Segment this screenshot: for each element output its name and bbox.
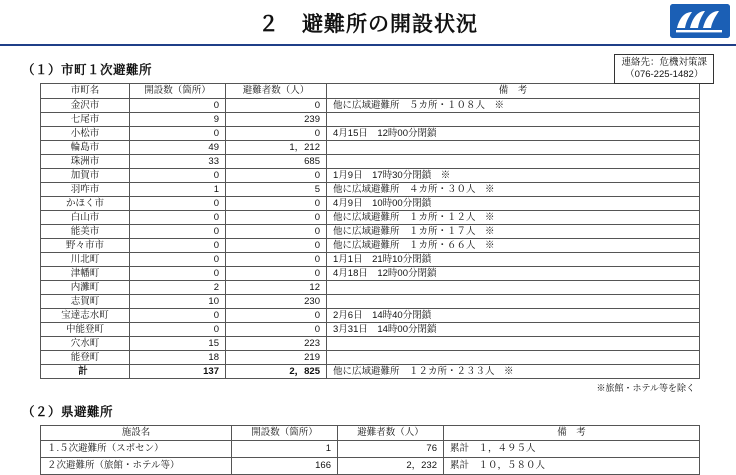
cell-note <box>327 155 700 169</box>
prefectural-shelters-table <box>40 425 700 475</box>
cell-municipality: 穴水町 <box>41 337 130 351</box>
cell-municipality: 加賀市 <box>41 169 130 183</box>
cell-note <box>327 113 700 127</box>
table-row <box>41 281 700 295</box>
cell-open: 0 <box>130 225 226 239</box>
cell-note: 他に広域避難所 １カ所・６６人 ※ <box>327 239 700 253</box>
table-row <box>41 225 700 239</box>
cell-evac: 0 <box>226 169 327 183</box>
cell-evac: 2，232 <box>338 458 444 475</box>
cell-note: 4月18日 12時00分閉鎖 <box>327 267 700 281</box>
cell-open: 49 <box>130 141 226 155</box>
cell-open: 10 <box>130 295 226 309</box>
cell-municipality: 野々市市 <box>41 239 130 253</box>
cell-municipality: 七尾市 <box>41 113 130 127</box>
table-row <box>41 351 700 365</box>
table-row <box>41 113 700 127</box>
cell-open: 0 <box>130 169 226 183</box>
cell-note <box>327 295 700 309</box>
table-row <box>41 295 700 309</box>
ishikawa-prefecture-logo-icon <box>670 4 730 38</box>
cell-open: 15 <box>130 337 226 351</box>
cell-facility: １.５次避難所（スポセン） <box>41 441 232 458</box>
cell-municipality: 小松市 <box>41 127 130 141</box>
col-facility: 施設名 <box>41 426 232 441</box>
table-total-row <box>41 365 700 379</box>
cell-evac: 0 <box>226 323 327 337</box>
table-row <box>41 239 700 253</box>
table-row <box>41 197 700 211</box>
cell-municipality: 羽咋市 <box>41 183 130 197</box>
municipal-shelters-table <box>40 83 700 379</box>
cell-total-evac: 2，825 <box>226 365 327 379</box>
cell-municipality: 津幡町 <box>41 267 130 281</box>
cell-open: 9 <box>130 113 226 127</box>
table-row <box>41 253 700 267</box>
cell-open: 2 <box>130 281 226 295</box>
cell-note: 他に広域避難所 ５カ所・１０８人 ※ <box>327 99 700 113</box>
cell-municipality: 川北町 <box>41 253 130 267</box>
table-row <box>41 323 700 337</box>
table-header-row <box>41 426 700 441</box>
cell-note: 1月1日 21時10分閉鎖 <box>327 253 700 267</box>
cell-evac: 0 <box>226 225 327 239</box>
table-row <box>41 155 700 169</box>
cell-evac: 12 <box>226 281 327 295</box>
cell-municipality: 志賀町 <box>41 295 130 309</box>
cell-open: 0 <box>130 323 226 337</box>
cell-note: 他に広域避難所 １カ所・１７人 ※ <box>327 225 700 239</box>
cell-evac: 239 <box>226 113 327 127</box>
cell-open: 1 <box>130 183 226 197</box>
cell-evac: 1，212 <box>226 141 327 155</box>
contact-line-1: 連絡先：危機対策課 <box>621 57 707 68</box>
cell-municipality: 中能登町 <box>41 323 130 337</box>
cell-note: 4月9日 10時00分閉鎖 <box>327 197 700 211</box>
cell-note: 累計 １０，５８０人 <box>444 458 700 475</box>
cell-note: 他に広域避難所 ４カ所・３０人 ※ <box>327 183 700 197</box>
table-row <box>41 169 700 183</box>
col-remarks: 備 考 <box>444 426 700 441</box>
table-row <box>41 441 700 458</box>
cell-evac: 0 <box>226 239 327 253</box>
col-evacuee-count: 避難者数（人） <box>226 84 327 99</box>
col-open-count: 開設数（箇所） <box>130 84 226 99</box>
cell-open: 1 <box>232 441 338 458</box>
page-header <box>0 0 736 46</box>
cell-evac: 0 <box>226 267 327 281</box>
cell-municipality: 宝達志水町 <box>41 309 130 323</box>
cell-evac: 0 <box>226 127 327 141</box>
cell-evac: 0 <box>226 253 327 267</box>
cell-municipality: 白山市 <box>41 211 130 225</box>
table-header-row <box>41 84 700 99</box>
cell-evac: 0 <box>226 99 327 113</box>
contact-line-2: （076-225-1482） <box>625 68 704 80</box>
table-row <box>41 267 700 281</box>
table-row <box>41 99 700 113</box>
cell-evac: 0 <box>226 197 327 211</box>
cell-total-label: 計 <box>41 365 130 379</box>
col-municipality: 市町名 <box>41 84 130 99</box>
cell-evac: 0 <box>226 211 327 225</box>
cell-evac: 223 <box>226 337 327 351</box>
table-row <box>41 309 700 323</box>
cell-note: 2月6日 14時40分閉鎖 <box>327 309 700 323</box>
section1-title: （１）市町１次避難所 <box>22 63 153 77</box>
cell-municipality: 輪島市 <box>41 141 130 155</box>
cell-evac: 219 <box>226 351 327 365</box>
cell-municipality: 珠洲市 <box>41 155 130 169</box>
cell-note <box>327 351 700 365</box>
col-remarks: 備 考 <box>327 84 700 99</box>
cell-evac: 230 <box>226 295 327 309</box>
table-row <box>41 183 700 197</box>
cell-municipality: かほく市 <box>41 197 130 211</box>
cell-municipality: 能美市 <box>41 225 130 239</box>
section1-footnote: ※旅館・ホテル等を除く <box>596 383 695 393</box>
cell-open: 0 <box>130 309 226 323</box>
cell-open: 33 <box>130 155 226 169</box>
col-open-count: 開設数（箇所） <box>232 426 338 441</box>
cell-note <box>327 337 700 351</box>
cell-note: 他に広域避難所 １カ所・１２人 ※ <box>327 211 700 225</box>
cell-open: 0 <box>130 253 226 267</box>
table-row <box>41 211 700 225</box>
cell-note: 1月9日 17時30分閉鎖 ※ <box>327 169 700 183</box>
cell-note <box>327 281 700 295</box>
cell-evac: 5 <box>226 183 327 197</box>
cell-open: 0 <box>130 99 226 113</box>
cell-open: 0 <box>130 127 226 141</box>
cell-note <box>327 141 700 155</box>
cell-municipality: 能登町 <box>41 351 130 365</box>
col-evacuee-count: 避難者数（人） <box>338 426 444 441</box>
contact-box <box>614 54 714 84</box>
cell-open: 0 <box>130 197 226 211</box>
table-row <box>41 141 700 155</box>
cell-municipality: 金沢市 <box>41 99 130 113</box>
cell-open: 166 <box>232 458 338 475</box>
cell-facility: ２次避難所（旅館・ホテル等） <box>41 458 232 475</box>
table-row <box>41 337 700 351</box>
cell-evac: 0 <box>226 309 327 323</box>
table-row <box>41 458 700 475</box>
cell-open: 0 <box>130 211 226 225</box>
cell-note: 累計 １，４９５人 <box>444 441 700 458</box>
page-title: ２ 避難所の開設状況 <box>258 13 478 36</box>
cell-open: 18 <box>130 351 226 365</box>
cell-note: 4月15日 12時00分閉鎖 <box>327 127 700 141</box>
table-row <box>41 127 700 141</box>
cell-evac: 76 <box>338 441 444 458</box>
cell-note: 3月31日 14時00分閉鎖 <box>327 323 700 337</box>
cell-evac: 685 <box>226 155 327 169</box>
cell-total-open: 137 <box>130 365 226 379</box>
cell-open: 0 <box>130 239 226 253</box>
slide-content <box>0 46 736 475</box>
cell-open: 0 <box>130 267 226 281</box>
cell-total-note: 他に広域避難所 １２カ所・２３３人 ※ <box>327 365 700 379</box>
cell-municipality: 内灘町 <box>41 281 130 295</box>
section2-title: （２）県避難所 <box>22 405 114 419</box>
